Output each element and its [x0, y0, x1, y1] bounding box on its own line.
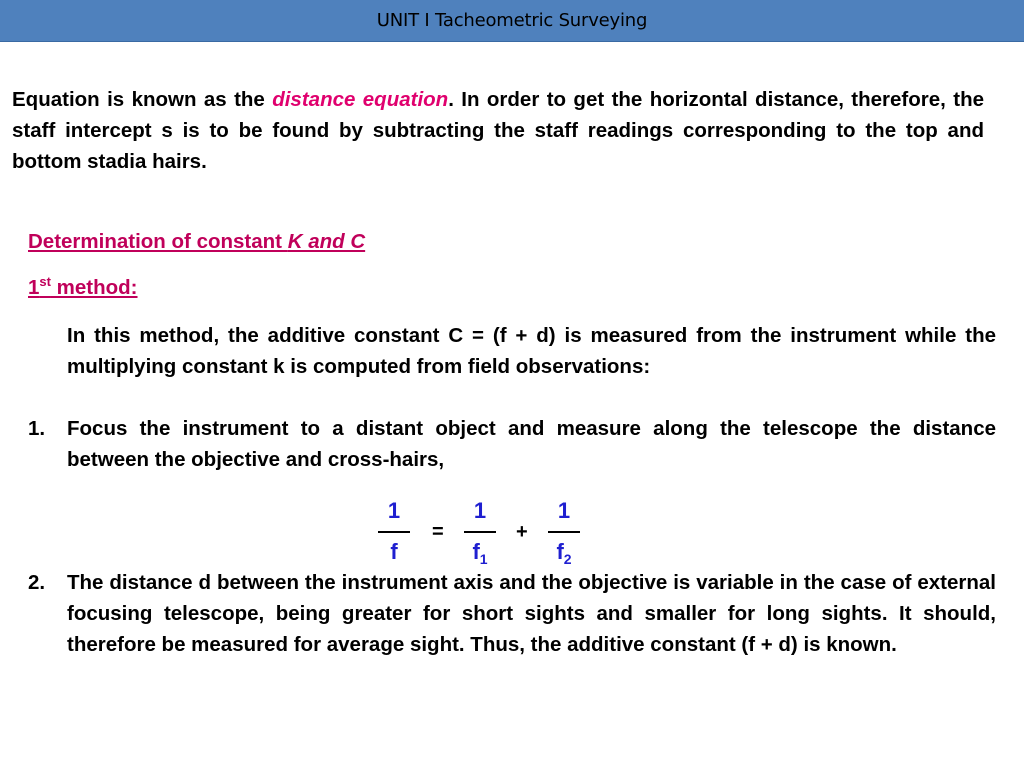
formula-term1-denominator: $f_1$	[472, 539, 488, 567]
formula-term1-numerator: 1	[473, 498, 487, 523]
formula-equals-sign: =	[432, 521, 444, 543]
formula-lhs-denominator: f	[390, 539, 398, 564]
fraction-bar	[464, 531, 496, 533]
section-heading-prefix: Determination of constant	[28, 230, 288, 253]
distance-equation-term: distance equation	[272, 88, 449, 111]
list-item-text: The distance d between the instrument axis and the objective is variable in the case of external focusing telescope, being greater for short sights and smaller for long sights. It should, therefore be measured for average sight. Thus, the additive constant (f + d) is known.	[67, 571, 996, 656]
fraction-bar	[548, 531, 580, 533]
section-heading	[28, 230, 365, 254]
formula-lhs-numerator: 1	[387, 498, 401, 523]
method-ordinal-suffix: st	[39, 274, 51, 289]
intro-text-after: . In order to get the horizontal distance, therefore, the staff intercept s is to be found by subtracting the staff readings corresponding to the top and bottom stadia hairs.	[12, 88, 985, 173]
method-description: In this method, the additive constant C = (f + d) is measured from the instrument while the multiplying constant k is computed from field observations:	[67, 324, 996, 378]
formula-term2-numerator: 1	[557, 498, 571, 523]
method-heading	[28, 276, 138, 300]
title-banner	[0, 0, 1024, 42]
slide-title: UNIT I Tacheometric Surveying	[376, 10, 648, 31]
method-number: 1	[28, 276, 40, 299]
section-heading-constants: K and C	[287, 230, 366, 253]
intro-paragraph	[12, 84, 984, 177]
fraction-bar	[378, 531, 410, 533]
list-item-text: Focus the instrument to a distant object and measure along the telescope the distance between the objective and cross-hairs,	[67, 417, 996, 471]
method-label: method:	[50, 276, 138, 299]
formula-term2-subscript: 2	[563, 551, 572, 567]
lens-formula	[368, 498, 588, 570]
formula-term2-denominator: $f_2$	[556, 539, 572, 567]
list-item-number: 1.	[28, 417, 46, 440]
list-item-number: 2.	[28, 571, 46, 594]
intro-text-before: Equation is known as the	[12, 88, 273, 111]
formula-plus-sign: +	[516, 521, 528, 543]
formula-term1-subscript: 1	[479, 551, 488, 567]
